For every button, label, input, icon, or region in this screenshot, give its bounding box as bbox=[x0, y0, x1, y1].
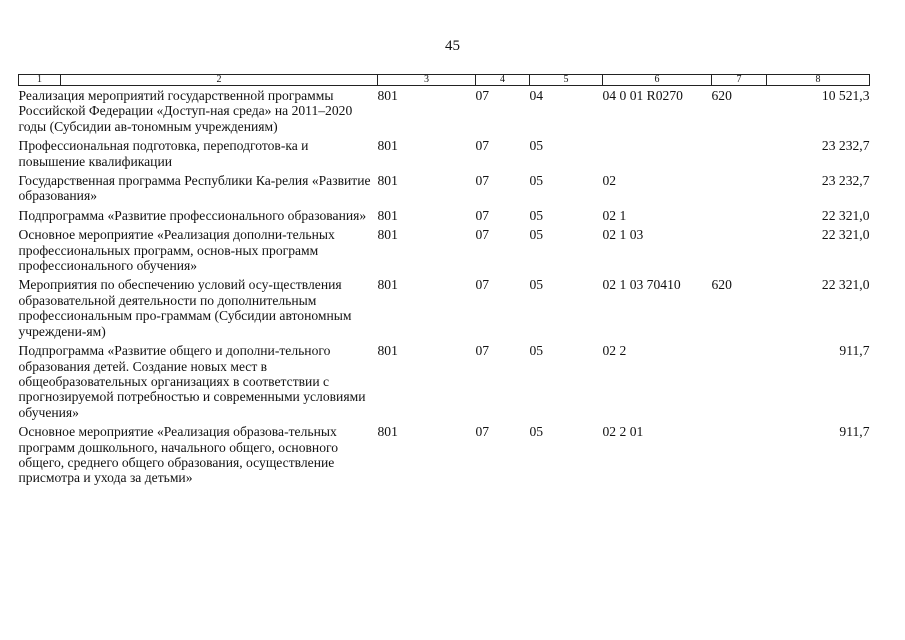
row-code-5: 05 bbox=[529, 227, 544, 243]
row-code-4: 07 bbox=[475, 277, 490, 293]
row-name: Основное мероприятие «Реализация образова-тельных программ дошкольного, начального общего, основного общего, среднего общего образования, осуществление присмотра и ухода за детьми» bbox=[18, 424, 339, 486]
row-code-7: 620 bbox=[711, 277, 732, 293]
row-code-5: 05 bbox=[529, 207, 544, 223]
row-name: Подпрограмма «Развитие профессионального образования» bbox=[18, 207, 367, 223]
row-code-7 bbox=[712, 171, 767, 206]
row-code-4: 07 bbox=[475, 173, 490, 189]
column-header-1: 1 bbox=[19, 75, 61, 86]
table-header-row bbox=[19, 75, 870, 86]
row-code-3: 801 bbox=[377, 88, 398, 103]
row-name: Основное мероприятие «Реализация дополни-тельных профессиональных программ, основ-ных программ профессионального обучения» bbox=[18, 227, 335, 274]
row-code-5: 05 bbox=[529, 138, 544, 154]
row-code-3: 801 bbox=[377, 343, 398, 359]
row-code-5: 05 bbox=[529, 173, 544, 189]
table-row bbox=[19, 225, 870, 275]
table-row bbox=[19, 136, 870, 171]
row-code-5: 05 bbox=[529, 424, 544, 440]
row-code-5: 05 bbox=[529, 277, 544, 293]
row-code-5: 04 bbox=[529, 88, 544, 103]
row-code-4: 07 bbox=[475, 138, 490, 154]
row-code-3: 801 bbox=[377, 424, 398, 440]
row-name: Профессиональная подготовка, переподготов-ка и повышение квалификации bbox=[18, 138, 309, 169]
budget-table bbox=[18, 74, 870, 488]
row-code-7 bbox=[712, 422, 767, 488]
table-row bbox=[19, 206, 870, 225]
row-code-7 bbox=[712, 225, 767, 275]
column-header-4: 4 bbox=[476, 75, 530, 86]
row-code-4: 07 bbox=[475, 343, 490, 359]
row-code-6: 04 0 01 R0270 bbox=[602, 88, 683, 103]
row-code-7 bbox=[712, 206, 767, 225]
table-row bbox=[19, 275, 870, 341]
row-amount: 911,7 bbox=[839, 424, 870, 440]
row-code-3: 801 bbox=[377, 277, 398, 293]
column-header-3: 3 bbox=[378, 75, 476, 86]
column-header-8: 8 bbox=[767, 75, 870, 86]
row-code-7 bbox=[712, 136, 767, 171]
row-name: Мероприятия по обеспечению условий осу-ществления образовательной деятельности по дополнительным профессиональным про-граммам (Субсидии автономным учреждени-ям) bbox=[18, 277, 352, 339]
row-amount: 22 321,0 bbox=[821, 227, 870, 243]
row-code-6: 02 bbox=[602, 173, 617, 189]
row-code-3: 801 bbox=[377, 207, 398, 223]
row-code-7 bbox=[712, 341, 767, 422]
row-code-6: 02 2 bbox=[602, 343, 627, 359]
row-amount: 22 321,0 bbox=[821, 207, 870, 223]
row-code-5: 05 bbox=[529, 343, 544, 359]
row-code-6: 02 1 bbox=[602, 207, 627, 223]
row-name: Реализация мероприятий государственной программы Российской Федерации «Доступ-ная среда» на 2011–2020 годы (Субсидии ав-тономным учреждениям) bbox=[18, 88, 353, 134]
row-name: Государственная программа Республики Ка-релия «Развитие образования» bbox=[18, 173, 371, 204]
table-row bbox=[19, 341, 870, 422]
row-code-4: 07 bbox=[475, 227, 490, 243]
row-code-6: 02 1 03 bbox=[602, 227, 644, 243]
row-amount: 22 321,0 bbox=[821, 277, 870, 293]
row-code-6: 02 2 01 bbox=[602, 424, 644, 440]
column-header-6: 6 bbox=[603, 75, 712, 86]
row-code-3: 801 bbox=[377, 227, 398, 243]
column-header-2: 2 bbox=[61, 75, 378, 86]
page-number: 45 bbox=[445, 38, 460, 54]
row-code-6: 02 1 03 70410 bbox=[602, 277, 681, 293]
column-header-7: 7 bbox=[712, 75, 767, 86]
row-code-7: 620 bbox=[711, 88, 732, 103]
row-code-3: 801 bbox=[377, 138, 398, 154]
column-header-5: 5 bbox=[530, 75, 603, 86]
row-code-6 bbox=[603, 136, 712, 171]
table-row bbox=[19, 86, 870, 137]
row-amount: 10 521,3 bbox=[821, 88, 870, 103]
row-code-3: 801 bbox=[377, 173, 398, 189]
row-code-4: 07 bbox=[475, 207, 490, 223]
row-amount: 23 232,7 bbox=[821, 173, 870, 189]
row-name: Подпрограмма «Развитие общего и дополни-тельного образования детей. Создание новых мест в общеобразовательных организациях в соответствии с прогнозируемой потребностью и современными условиями обучения» bbox=[18, 343, 366, 420]
row-code-4: 07 bbox=[475, 88, 490, 103]
row-code-4: 07 bbox=[475, 424, 490, 440]
table-row bbox=[19, 171, 870, 206]
row-amount: 23 232,7 bbox=[821, 138, 870, 154]
table-row bbox=[19, 422, 870, 488]
row-amount: 911,7 bbox=[839, 343, 870, 359]
